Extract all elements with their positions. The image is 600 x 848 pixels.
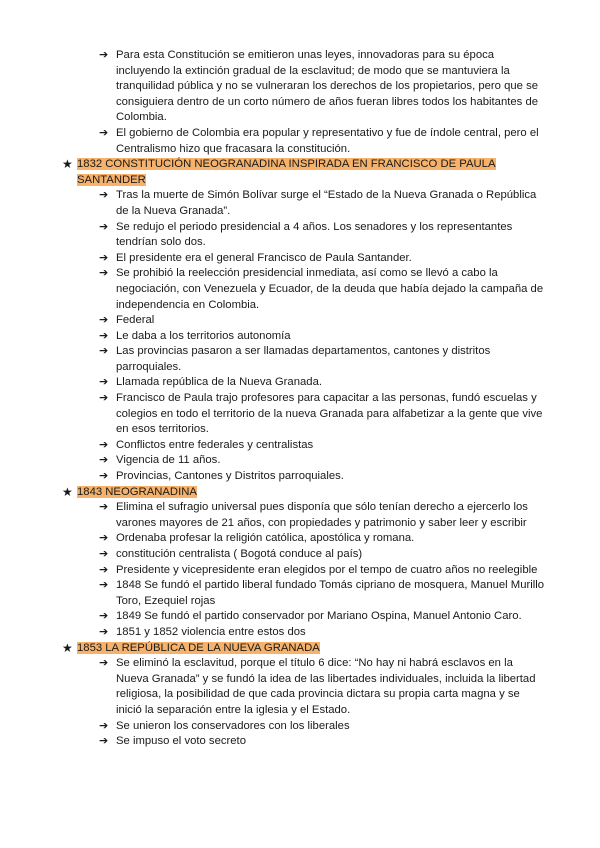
arrow-icon: ➔ bbox=[99, 657, 109, 670]
list-item: ➔ Francisco de Paula trajo profesores para capacitar a las personas, fundó escuelas y colegios en todo el territorio de la nueva Granada para alfabetizar a la gente que vive en esos territorios. bbox=[99, 392, 543, 436]
list-item: ➔ Federal bbox=[0, 313, 600, 329]
star-icon: ★ bbox=[62, 640, 73, 655]
arrow-icon: ➔ bbox=[99, 49, 109, 61]
list-item: ➔ Conflictos entre federales y centralistas bbox=[0, 438, 600, 454]
list-item: ➔ Se prohibió la reelección presidencial inmediata, así como se llevó a cabo la negociación, con Venezuela y Ecuador, de la deuda que había dejado la campaña de independencia en Colombia. bbox=[99, 267, 544, 311]
document-content bbox=[0, 48, 600, 750]
arrow-icon: ➔ bbox=[99, 251, 109, 264]
section-heading-1843: ★ 1843 NEOGRANADINA bbox=[62, 484, 197, 499]
arrow-icon: ➔ bbox=[99, 454, 109, 467]
arrow-icon: ➔ bbox=[99, 548, 109, 560]
arrow-icon: ➔ bbox=[99, 719, 109, 732]
arrow-icon: ➔ bbox=[99, 189, 109, 202]
arrow-icon: ➔ bbox=[99, 126, 109, 139]
section-heading-1853: ★ 1853 LA REPÚBLICA DE LA NUEVA GRANADA bbox=[62, 640, 320, 655]
list-item: ➔ Se impuso el voto secreto bbox=[0, 734, 600, 750]
list-item: ➔ Le daba a los territorios autonomía bbox=[0, 329, 600, 345]
list-item: ➔ Tras la muerte de Simón Bolívar surge el “Estado de la Nueva Granada o República de la Nueva Granada”. bbox=[99, 189, 537, 217]
arrow-icon: ➔ bbox=[99, 345, 109, 358]
arrow-icon: ➔ bbox=[99, 532, 109, 545]
arrow-icon: ➔ bbox=[99, 329, 109, 342]
list-item: ➔ Provincias, Cantones y Distritos parroquiales. bbox=[0, 469, 600, 485]
star-icon: ★ bbox=[62, 157, 73, 172]
arrow-icon: ➔ bbox=[99, 563, 109, 576]
list-item: ➔ Las provincias pasaron a ser llamadas departamentos, cantones y distritos parroquiales. bbox=[99, 345, 491, 373]
arrow-icon: ➔ bbox=[99, 610, 109, 623]
arrow-icon: ➔ bbox=[99, 314, 109, 327]
arrow-icon: ➔ bbox=[99, 501, 109, 514]
list-item: ➔ Se unieron los conservadores con los liberales bbox=[0, 719, 600, 735]
arrow-icon: ➔ bbox=[99, 625, 109, 638]
list-item: ➔ El gobierno de Colombia era popular y representativo y fue de índole central, pero el Centralismo hizo que fracasara la constitución. bbox=[99, 126, 539, 155]
section-heading-1832: ★ 1832 CONSTITUCIÓN NEOGRANADINA INSPIRADA EN FRANCISCO DE PAULA SANTANDER bbox=[62, 157, 496, 186]
list-item: ➔ El presidente era el general Francisco de Paula Santander. bbox=[0, 251, 600, 267]
list-item: ➔ Presidente y vicepresidente eran elegidos por el tempo de cuatro años no reelegible bbox=[0, 563, 600, 579]
list-item: ➔ Para esta Constitución se emitieron unas leyes, innovadoras para su época incluyendo la extinción gradual de la esclavitud; de modo que se mantuviera la tranquilidad pública y no se vulneraran los derechos de los propietarios, pero que se consiguiera dentro de un corto número de años fueran libres todos los habitantes de Colombia. bbox=[99, 49, 539, 124]
list-item: ➔ 1851 y 1852 violencia entre estos dos bbox=[0, 625, 600, 641]
arrow-icon: ➔ bbox=[99, 438, 109, 451]
arrow-icon: ➔ bbox=[99, 579, 109, 592]
list-item: ➔ Vigencia de 11 años. bbox=[0, 453, 600, 469]
list-item: ➔ Ordenaba profesar la religión católica, apostólica y romana. bbox=[0, 531, 600, 547]
arrow-icon: ➔ bbox=[99, 392, 109, 405]
star-icon: ★ bbox=[62, 484, 73, 499]
list-item: ➔ 1849 Se fundó el partido conservador por Mariano Ospina, Manuel Antonio Caro. bbox=[0, 609, 600, 625]
list-item: ➔ Llamada república de la Nueva Granada. bbox=[0, 375, 600, 391]
list-item: ➔ Se eliminó la esclavitud, porque el título 6 dice: “No hay ni habrá esclavos en la Nueva Granada” y se fundó la idea de las libertades individuales, incluida la libertad religiosa, la posibilidad de que cada provincia dictara su propia carta magna y se inició la separación entre la iglesia y el Estado. bbox=[99, 657, 536, 716]
list-item: ➔ 1848 Se fundó el partido liberal fundado Tomás cipriano de mosquera, Manuel Murillo Toro, Ezequiel rojas bbox=[99, 579, 545, 607]
arrow-icon: ➔ bbox=[99, 735, 109, 748]
arrow-icon: ➔ bbox=[99, 220, 109, 233]
list-item: ➔ constitución centralista ( Bogotá conduce al país) bbox=[0, 547, 600, 563]
list-item: ➔ Elimina el sufragio universal pues disponía que sólo tenían derecho a ejercerlo los varones mayores de 21 años, con propiedades y patrimonio y saber leer y escribir bbox=[99, 501, 528, 529]
arrow-icon: ➔ bbox=[99, 267, 109, 280]
list-item: ➔ Se redujo el periodo presidencial a 4 años. Los senadores y los representantes tendrían solo dos. bbox=[99, 220, 513, 249]
arrow-icon: ➔ bbox=[99, 376, 109, 389]
arrow-icon: ➔ bbox=[99, 470, 109, 483]
